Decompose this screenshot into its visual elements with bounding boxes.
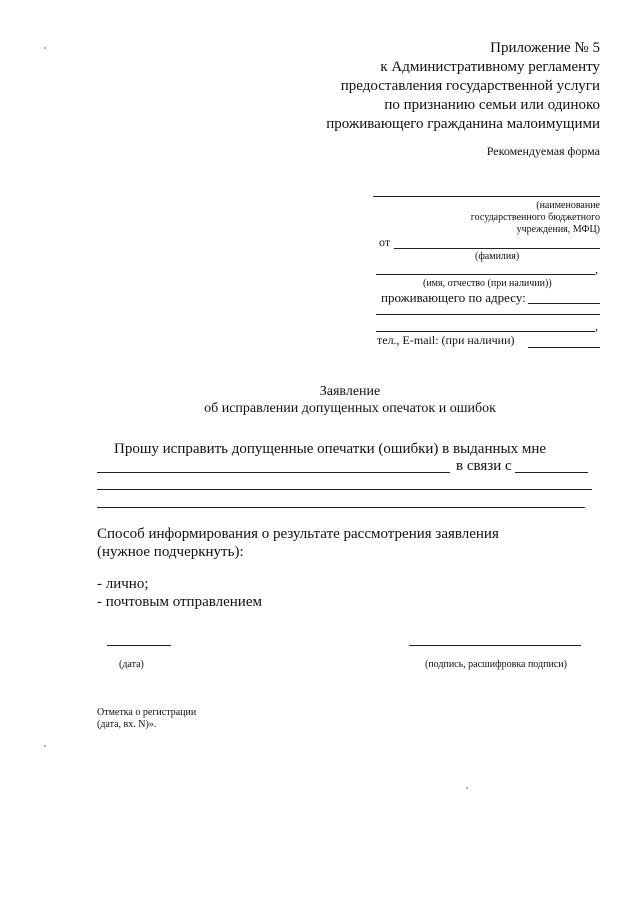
org-caption: (наименование: [536, 200, 600, 211]
address-line: [376, 314, 600, 315]
phone-line: [528, 347, 600, 348]
name-line: [376, 274, 595, 275]
surname-caption: (фамилия): [475, 251, 520, 262]
phone-label: тел., E-mail: (при наличии): [377, 333, 515, 347]
comma: ,: [595, 319, 598, 333]
notify-option-in-person: - лично;: [97, 576, 149, 592]
appendix-line: к Административному регламенту: [380, 59, 600, 75]
registration-hint: (дата, вх. N)».: [97, 719, 157, 730]
notify-hint: (нужное подчеркнуть):: [97, 544, 244, 560]
scan-speck: [466, 787, 468, 789]
in-connection-label: в связи с: [456, 458, 512, 474]
date-caption: (дата): [119, 659, 144, 670]
date-line: [107, 645, 171, 646]
org-caption: учреждения, МФЦ): [516, 224, 600, 235]
signature-caption: (подпись, расшифровка подписи): [425, 659, 567, 670]
reason-line: [97, 507, 585, 508]
appendix-line: по признанию семьи или одиноко: [384, 97, 600, 113]
org-name-line: [373, 196, 600, 197]
recommended-form-label: Рекомендуемая форма: [486, 144, 600, 158]
address-line: [376, 331, 595, 332]
registration-label: Отметка о регистрации: [97, 707, 197, 718]
comma: ,: [595, 262, 598, 276]
appendix-line: предоставления государственной услуги: [340, 78, 600, 94]
document-line: [97, 472, 450, 473]
address-line: [528, 303, 600, 304]
reason-line: [515, 472, 588, 473]
document-subtitle: об исправлении допущенных опечаток и ошибок: [204, 401, 496, 416]
request-text: Прошу исправить допущенные опечатки (ошибки) в выданных мне: [114, 441, 547, 457]
notify-option-mail: - почтовым отправлением: [97, 594, 262, 610]
name-caption: (имя, отчество (при наличии)): [423, 278, 552, 289]
org-caption: государственного бюджетного: [470, 212, 600, 223]
appendix-line: проживающего гражданина малоимущими: [326, 116, 600, 132]
notify-heading: Способ информирования о результате рассмотрения заявления: [97, 526, 499, 542]
signature-line: [409, 645, 581, 646]
appendix-title: Приложение № 5: [490, 40, 600, 56]
reason-line: [97, 489, 592, 490]
from-label: от: [379, 235, 391, 249]
scan-speck: [44, 745, 46, 747]
address-label: проживающего по адресу:: [381, 290, 526, 305]
surname-line: [394, 248, 600, 249]
document-title: Заявление: [319, 384, 381, 399]
scan-speck: [44, 47, 46, 49]
